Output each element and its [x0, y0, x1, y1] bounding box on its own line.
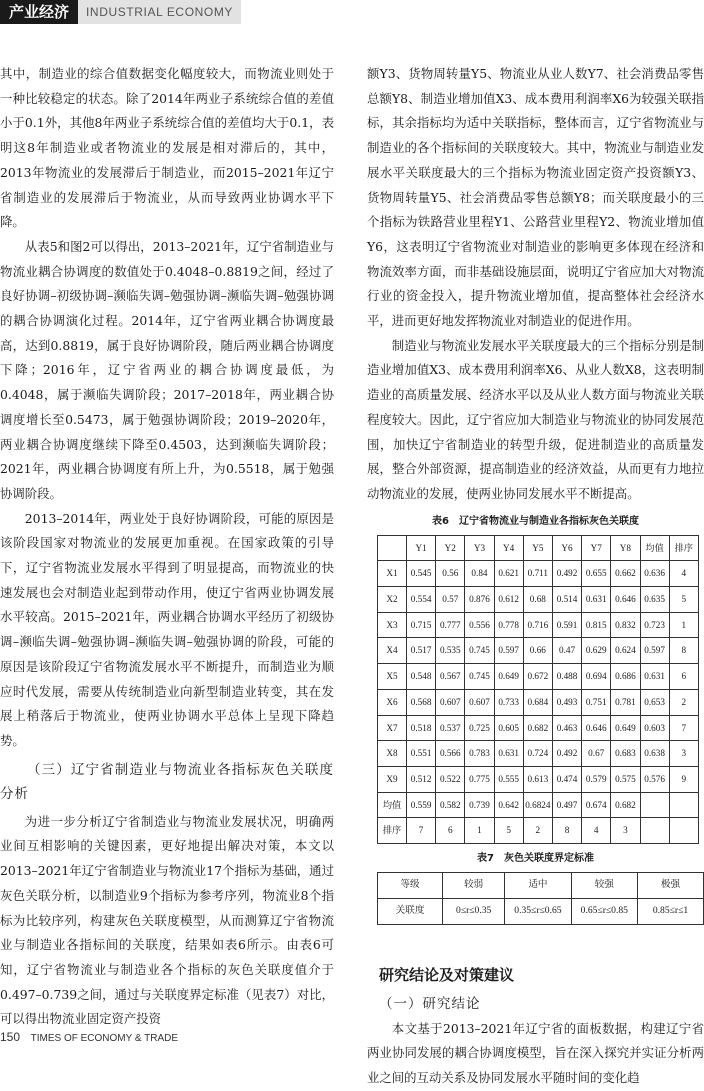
row-label-cell: X5 [378, 664, 407, 690]
table-header-cell: Y4 [494, 535, 523, 561]
table-cell: 8 [669, 638, 698, 664]
table-cell: 0.522 [436, 766, 465, 792]
table-cell: 0.575 [611, 766, 640, 792]
table-cell: 0.646 [582, 715, 611, 741]
table-cell: 0.492 [552, 741, 581, 767]
row-label-cell: 排序 [378, 818, 407, 844]
table-cell: 0.57 [436, 587, 465, 613]
table-header-cell: Y3 [465, 535, 494, 561]
table-cell: 0.674 [582, 792, 611, 818]
table-cell: 0.682 [611, 792, 640, 818]
table-cell: 6 [669, 664, 698, 690]
paragraph: 从表5和图2可以得出，2013–2021年，辽宁省制造业与物流业耦合协调度的数值处于0.4048–0.8819之间，经过了良好协调–初级协调–濒临失调–勉强协调–濒临失调–勉强协调的耦合协调演化过程。2014年，辽宁省两业耦合协调度最高，达到0.8819，属于良好协调阶段，随后两业耦合协调度下降；2016年，辽宁省两业的耦合协调度最低，为0.4048，属于濒临失调阶段；2017–2018年，两业耦合协调度增长至0.5473，属于勉强协调阶段；2019–2020年，两业耦合协调度继续下降至0.4503，达到濒临失调阶段；2021年，两业耦合协调度有所上升，为0.5518，属于勉强协调阶段。 [0, 238, 334, 501]
table-header-cell: Y7 [582, 535, 611, 561]
table-cell: 0.582 [436, 792, 465, 818]
table-cell: 0.85≤r≤1 [637, 898, 703, 924]
paragraph: 为进一步分析辽宁省制造业与物流业发展状况，明确两业间互相影响的关键因素，更好地提出解决对策，本文以2013–2021年辽宁省制造业与物流业17个指标为基础，通过灰色关联分析，以制造业9个指标为参考序列，物流业8个指标为比较序列，构建灰色关联度模型，从而测算辽宁省物流业与制造业各指标间的关联度，结果如表6所示。由表6可知，辽宁省物流业与制造业各个指标的灰色关联度值介于0.497–0.739之间，通过与关联度界定标准（见表7）对比，可以得出物流业固定资产投资 [0, 813, 334, 1027]
row-label-cell: X3 [378, 612, 407, 638]
table-cell: 0.724 [523, 741, 552, 767]
table-cell: 0.832 [611, 612, 640, 638]
table7-caption: 表7 灰色关联度界定标准 [477, 853, 594, 865]
section-category-label: 产业经济 [0, 0, 78, 24]
table-cell: 适中 [505, 873, 571, 899]
paragraph: 其中，制造业的综合值数据变化幅度较大，而物流业则处于一种比较稳定的状态。除了2014年两业子系统综合值的差值小于0.1外，其他8年两业子系统综合值的差值均大于0.1，表明这8年制造业或者物流业的发展是相对滞后的，其中，2013年物流业的发展滞后于制造业，而2015–2021年辽宁省制造业的发展滞后于物流业，从而导致两业协调水平下降。 [0, 66, 334, 230]
table-cell: 0.493 [552, 689, 581, 715]
left-column [0, 62, 334, 1032]
table-cell: 0.684 [523, 689, 552, 715]
relation-level-table [377, 872, 704, 924]
table-cell: 7 [669, 715, 698, 741]
table-cell: 0.47 [552, 638, 581, 664]
table-cell: 0.781 [611, 689, 640, 715]
page-number: 150 [0, 1030, 21, 1044]
table-cell: 5 [494, 818, 523, 844]
table-cell: 0.683 [611, 741, 640, 767]
table-cell [640, 792, 669, 818]
table-header-cell: Y2 [436, 535, 465, 561]
table-cell: 0.463 [552, 715, 581, 741]
table-cell: 等级 [378, 873, 443, 899]
table-cell: 0.66 [523, 638, 552, 664]
table-cell: 较弱 [443, 873, 505, 899]
page-header [0, 0, 704, 28]
table-cell [669, 792, 698, 818]
table-header-cell [378, 535, 407, 561]
table-cell: 0.775 [465, 766, 494, 792]
subsection-heading: （三）辽宁省制造业与物流业各指标灰色关联度分析 [0, 761, 334, 802]
table-cell: 0.68 [523, 587, 552, 613]
table-cell: 2 [669, 689, 698, 715]
table-cell: 0.492 [552, 561, 581, 587]
table-cell: 0.733 [494, 689, 523, 715]
table-cell: 较强 [571, 873, 637, 899]
table-cell: 0.597 [494, 638, 523, 664]
table-cell: 0.597 [640, 638, 669, 664]
table-cell: 0.545 [407, 561, 436, 587]
table-cell: 0.711 [523, 561, 552, 587]
table-cell: 9 [669, 766, 698, 792]
table-cell: 0.514 [552, 587, 581, 613]
table-cell: 0.629 [582, 638, 611, 664]
table-cell: 0.512 [407, 766, 436, 792]
table-row [378, 792, 699, 818]
table-cell: 0.686 [611, 664, 640, 690]
table-row [378, 715, 699, 741]
table-header-cell: Y6 [552, 535, 581, 561]
table-cell: 0.537 [436, 715, 465, 741]
table-cell: 0.745 [465, 638, 494, 664]
table-header-cell: 均值 [640, 535, 669, 561]
table-cell: 0.607 [436, 689, 465, 715]
table-cell: 0.555 [494, 766, 523, 792]
table-cell: 0.876 [465, 587, 494, 613]
table-cell: 0.603 [640, 715, 669, 741]
table-row [378, 898, 704, 924]
table-cell: 0.715 [407, 612, 436, 638]
paragraph: 制造业与物流业发展水平关联度最大的三个指标分别是制造业增加值X3、成本费用利润率X6、从业人数X8，这表明制造业的高质量发展、经济水平以及从业人数方面与物流业关联程度较大。因此，辽宁省应加大制造业与物流业的协同发展范围，加快辽宁省制造业的转型升级，促进制造业的高质量发展，整合外部资源，提高制造业的经济效益，从而更有力地拉动物流业的发展，使两业协同发展水平不断提高。 [367, 337, 704, 501]
table-row [378, 587, 699, 613]
row-label-cell: X7 [378, 715, 407, 741]
section-title: 研究结论及对策建议 [379, 965, 515, 984]
table-cell: 3 [669, 741, 698, 767]
table-cell: 0.635 [640, 587, 669, 613]
table-cell: 0.662 [611, 561, 640, 587]
table-cell: 0.535 [436, 638, 465, 664]
right-column [367, 62, 704, 1091]
table-row [378, 766, 699, 792]
row-label-cell: X1 [378, 561, 407, 587]
table-cell: 0.6824 [523, 792, 552, 818]
table-cell [669, 818, 698, 844]
table-header-cell: Y8 [611, 535, 640, 561]
table-cell: 0.815 [582, 612, 611, 638]
table-cell: 0.551 [407, 741, 436, 767]
table-cell: 5 [669, 587, 698, 613]
table-cell: 0.646 [611, 587, 640, 613]
paragraph: 2013–2014年，两业处于良好协调阶段，可能的原因是该阶段国家对物流业的发展更加重视。在国家政策的引导下，辽宁省物流业发展水平得到了明显提高，而物流业的快速发展也会对制造业起到带动作用，使辽宁省两业协调发展水平较高。2015–2021年，两业耦合协调水平经历了初级协调–濒临失调–勉强协调–濒临失调–勉强协调的阶段，可能的原因是该阶段辽宁省物流发展水平不断提升，而制造业为顺应时代发展，需要从传统制造业向新型制造业转变，其在发展上稍落后于物流业，使两业协调水平总体上呈现下降趋势。 [0, 510, 334, 748]
table-cell: 0.579 [582, 766, 611, 792]
table-cell: 0.739 [465, 792, 494, 818]
table-header-cell: Y5 [523, 535, 552, 561]
table-cell: 0.716 [523, 612, 552, 638]
table-row [378, 689, 699, 715]
table-cell: 极强 [637, 873, 703, 899]
table-cell: 0.84 [465, 561, 494, 587]
table-cell: 0.56 [436, 561, 465, 587]
table-cell: 0.612 [494, 587, 523, 613]
table-cell: 0.694 [582, 664, 611, 690]
table-cell: 0.672 [523, 664, 552, 690]
table-cell: 0.556 [465, 612, 494, 638]
table-row [378, 818, 699, 844]
table-cell: 0.566 [436, 741, 465, 767]
grey-relation-table [377, 535, 699, 844]
table-cell: 0.777 [436, 612, 465, 638]
table-cell: 0.631 [582, 587, 611, 613]
table-cell: 0.649 [611, 715, 640, 741]
table-cell: 0.607 [465, 689, 494, 715]
table-cell: 0.751 [582, 689, 611, 715]
table-cell: 0.567 [436, 664, 465, 690]
table-cell: 0.65≤r≤0.85 [571, 898, 637, 924]
table-cell: 0.636 [640, 561, 669, 587]
table-cell: 0.783 [465, 741, 494, 767]
row-label-cell: X2 [378, 587, 407, 613]
table-cell: 0.568 [407, 689, 436, 715]
table-cell: 4 [669, 561, 698, 587]
table-cell: 关联度 [378, 898, 443, 924]
table-header-row [378, 535, 699, 561]
table-cell: 0.613 [523, 766, 552, 792]
journal-name: TIMES OF ECONOMY & TRADE [30, 1033, 179, 1044]
table-cell: 0.631 [494, 741, 523, 767]
paragraph: 额Y3、货物周转量Y5、物流业从业人数Y7、社会消费品零售总额Y8、制造业增加值X3、成本费用利润率X6为较强关联指标，其余指标均为适中关联指标，整体而言，辽宁省物流业与制造业的各个指标间的关联度较大。其中，物流业与制造业发展水平关联度最大的三个指标为物流业固定资产投资额Y3、货物周转量Y5、社会消费品零售总额Y8；而关联度最小的三个指标为铁路营业里程Y1、公路营业里程Y2、物流业增加值Y6，这表明辽宁省物流业对制造业的影响更多体现在经济和物流效率方面，而非基础设施层面，说明辽宁省应加大对物流行业的资金投入，提升物流业增加值，提高整体社会经济水平，进而更好地发挥物流业对制造业的促进作用。 [367, 66, 704, 329]
row-label-cell: X4 [378, 638, 407, 664]
table-cell: 0.649 [494, 664, 523, 690]
table-cell: 0.723 [640, 612, 669, 638]
table-cell: 0.778 [494, 612, 523, 638]
table-cell: 0.631 [640, 664, 669, 690]
table-cell: 4 [582, 818, 611, 844]
table-cell: 0.576 [640, 766, 669, 792]
table-cell: 0.488 [552, 664, 581, 690]
table-cell: 0.655 [582, 561, 611, 587]
table-cell: 0.624 [611, 638, 640, 664]
table-header-cell: Y1 [407, 535, 436, 561]
table-cell: 0.642 [494, 792, 523, 818]
table-cell: 8 [552, 818, 581, 844]
row-label-cell: X8 [378, 741, 407, 767]
table-cell: 0.638 [640, 741, 669, 767]
table-row [378, 664, 699, 690]
table-row [378, 741, 699, 767]
subsection-heading: （一）研究结论 [379, 995, 481, 1012]
table-cell: 0.725 [465, 715, 494, 741]
table-cell: 0.67 [582, 741, 611, 767]
table-cell: 7 [407, 818, 436, 844]
table-cell: 0.517 [407, 638, 436, 664]
table-cell: 0.682 [523, 715, 552, 741]
table-cell: 1 [669, 612, 698, 638]
table-cell: 0.621 [494, 561, 523, 587]
table6-caption: 表6 辽宁省物流业与制造业各指标灰色关联度 [432, 515, 639, 527]
table-cell: 0.605 [494, 715, 523, 741]
table-cell: 0.497 [552, 792, 581, 818]
table-header-row [378, 873, 704, 899]
row-label-cell: X6 [378, 689, 407, 715]
table-row [378, 638, 699, 664]
table-row [378, 612, 699, 638]
table-cell: 0.518 [407, 715, 436, 741]
section-category-en-label: INDUSTRIAL ECONOMY [78, 0, 241, 24]
row-label-cell: X9 [378, 766, 407, 792]
paragraph: 本文基于2013–2021年辽宁省的面板数据，构建辽宁省两业协同发展的耦合协调度模型，旨在深入探究并实证分析两业之间的互动关系及协同发展水平随时间的变化趋 [367, 1020, 704, 1085]
table-cell: 6 [436, 818, 465, 844]
table-cell: 2 [523, 818, 552, 844]
table-cell: 0.35≤r≤0.65 [505, 898, 571, 924]
table-cell: 0.474 [552, 766, 581, 792]
table-cell: 0.548 [407, 664, 436, 690]
table-cell: 0.591 [552, 612, 581, 638]
table-header-cell: 排序 [669, 535, 698, 561]
table-cell: 0≤r≤0.35 [443, 898, 505, 924]
table-row [378, 561, 699, 587]
table-cell: 3 [611, 818, 640, 844]
table-cell: 0.745 [465, 664, 494, 690]
row-label-cell: 均值 [378, 792, 407, 818]
table-cell: 0.653 [640, 689, 669, 715]
table-cell: 1 [465, 818, 494, 844]
table-cell [640, 818, 669, 844]
table-cell: 0.554 [407, 587, 436, 613]
table-cell: 0.559 [407, 792, 436, 818]
